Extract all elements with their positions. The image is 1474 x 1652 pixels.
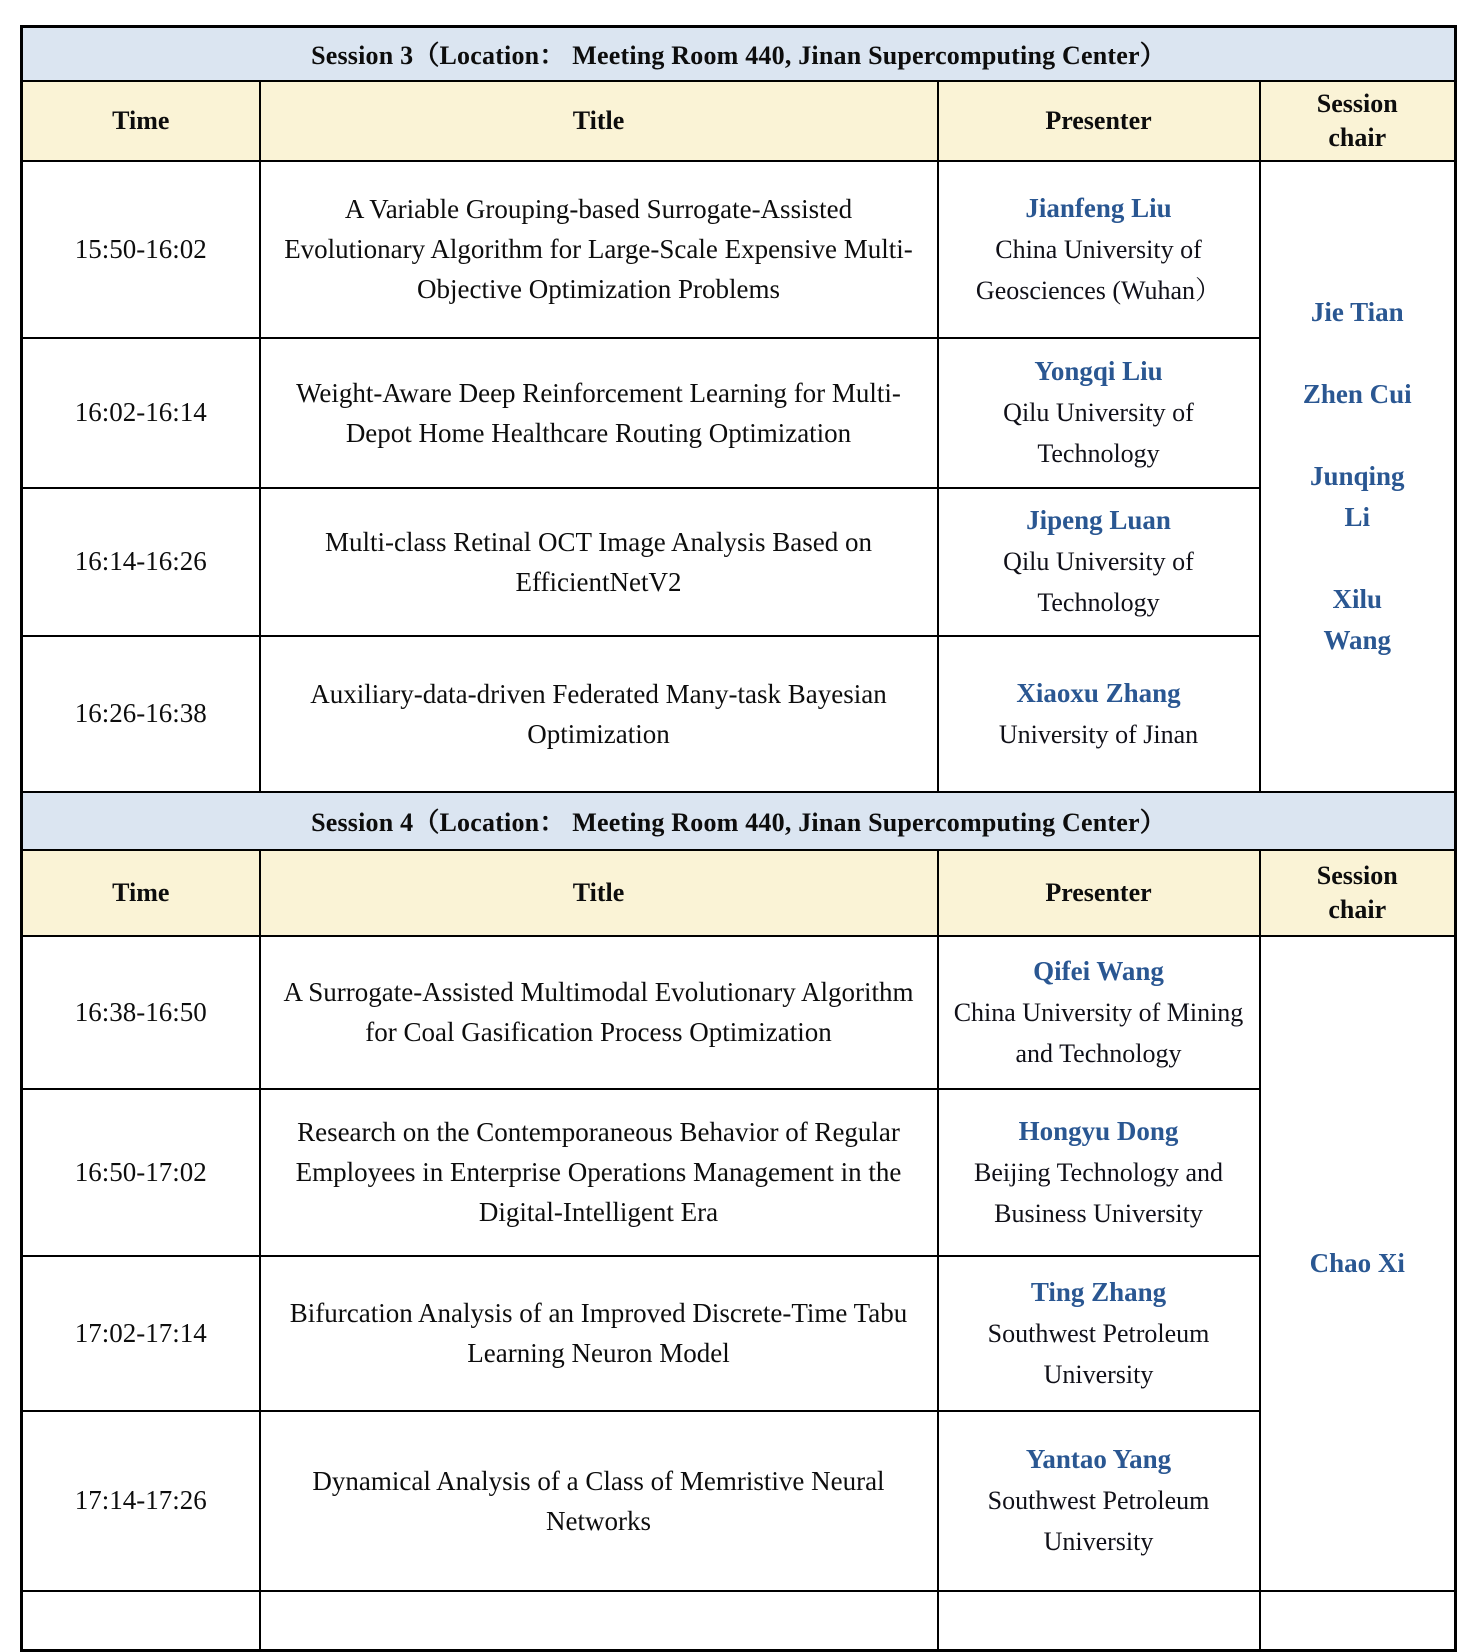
presenter-affiliation: China University of Geosciences (Wuhan） [975, 234, 1222, 305]
title-cell [260, 1591, 938, 1651]
time-cell: 15:50-16:02 [22, 161, 260, 338]
presenter-cell [938, 1411, 1260, 1591]
session-3-column-header-row [22, 81, 1456, 161]
column-header-presenter: Presenter [938, 850, 1260, 936]
title-cell: Dynamical Analysis of a Class of Memristive Neural Networks [260, 1411, 938, 1591]
presenter-name: Jipeng Luan [1026, 505, 1171, 535]
title-cell: Weight-Aware Deep Reinforcement Learning for Multi-Depot Home Healthcare Routing Optimization [260, 338, 938, 488]
presenter-affiliation: University of Jinan [998, 719, 1199, 749]
session-4-column-header-row [22, 850, 1456, 936]
session-3-band [22, 27, 1456, 81]
column-header-session-chair [1260, 81, 1456, 161]
session-chair-name: Jie Tian [1310, 296, 1404, 327]
time-cell: 16:50-17:02 [22, 1089, 260, 1256]
column-header-session-chair [1260, 850, 1456, 936]
chair-cell [1260, 1591, 1456, 1651]
presenter-affiliation: Southwest Petroleum University [987, 1486, 1210, 1556]
title-cell: A Surrogate-Assisted Multimodal Evolutionary Algorithm for Coal Gasification Process Optimization [260, 936, 938, 1089]
time-cell: 17:14-17:26 [22, 1411, 260, 1591]
column-header-presenter: Presenter [938, 81, 1260, 161]
presenter-name: Xiaoxu Zhang [1016, 677, 1181, 708]
presenter-affiliation: China University of Mining and Technology [953, 997, 1244, 1068]
presenter-cell [938, 1089, 1260, 1256]
presenter-cell [938, 1256, 1260, 1411]
time-cell: 17:02-17:14 [22, 1256, 260, 1411]
column-header-title: Title [260, 81, 938, 161]
title-cell: Bifurcation Analysis of an Improved Discrete-Time Tabu Learning Neuron Model [260, 1256, 938, 1411]
presenter-name: Qifei Wang [1033, 955, 1164, 986]
presenter-cell [938, 636, 1260, 792]
table-row [22, 488, 1456, 636]
presenter-affiliation: Qilu University of Technology [1003, 398, 1194, 468]
presenter-cell [938, 1591, 1260, 1651]
time-cell: 16:26-16:38 [22, 636, 260, 792]
presenter-affiliation: Beijing Technology and Business University [974, 1157, 1223, 1228]
session-3-chair-cell [1260, 161, 1456, 792]
title-cell: A Variable Grouping-based Surrogate-Assisted Evolutionary Algorithm for Large-Scale Expensive Multi-Objective Optimization Problems [260, 161, 938, 338]
presenter-affiliation: Southwest Petroleum University [987, 1318, 1210, 1389]
presenter-name: Jianfeng Liu [1025, 192, 1172, 223]
presenter-cell [938, 161, 1260, 338]
presenter-affiliation: Qilu University of Technology [1003, 547, 1194, 617]
column-header-time: Time [22, 850, 260, 936]
column-header-session-chair-label: Session chair [1316, 860, 1398, 924]
table-row [22, 338, 1456, 488]
time-cell [22, 1591, 260, 1651]
column-header-title: Title [260, 850, 938, 936]
table-row-partial [22, 1591, 1456, 1651]
session-chair-name: Junqing Li [1309, 460, 1405, 532]
table-row [22, 936, 1456, 1089]
table-row [22, 636, 1456, 792]
title-cell: Auxiliary-data-driven Federated Many-task Bayesian Optimization [260, 636, 938, 792]
session-4-title: Session 4（Location： Meeting Room 440, Jinan Supercomputing Center） [22, 792, 1456, 850]
table-row [22, 1256, 1456, 1411]
title-cell: Research on the Contemporaneous Behavior of Regular Employees in Enterprise Operations Management in the Digital-Intelligent Era [260, 1089, 938, 1256]
table-row [22, 161, 1456, 338]
presenter-name: Ting Zhang [1030, 1276, 1167, 1307]
session-chair-name: Zhen Cui [1302, 378, 1412, 409]
presenter-cell [938, 338, 1260, 488]
session-chair-name: Chao Xi [1309, 1247, 1405, 1278]
presenter-cell [938, 488, 1260, 636]
presenter-name: Yongqi Liu [1034, 356, 1163, 386]
title-cell: Multi-class Retinal OCT Image Analysis Based on EfficientNetV2 [260, 488, 938, 636]
time-cell: 16:14-16:26 [22, 488, 260, 636]
column-header-session-chair-label: Session chair [1316, 88, 1398, 152]
table-row [22, 1089, 1456, 1256]
session-3-title: Session 3（Location： Meeting Room 440, Jinan Supercomputing Center） [22, 27, 1456, 81]
session-chair-name: Xilu Wang [1323, 583, 1392, 655]
presenter-name: Hongyu Dong [1018, 1115, 1179, 1146]
time-cell: 16:38-16:50 [22, 936, 260, 1089]
session-4-band [22, 792, 1456, 850]
conference-schedule-table [20, 25, 1457, 1652]
presenter-cell [938, 936, 1260, 1089]
session-4-chair-cell [1260, 936, 1456, 1591]
table-row [22, 1411, 1456, 1591]
time-cell: 16:02-16:14 [22, 338, 260, 488]
column-header-time: Time [22, 81, 260, 161]
presenter-name: Yantao Yang [1025, 1444, 1172, 1474]
